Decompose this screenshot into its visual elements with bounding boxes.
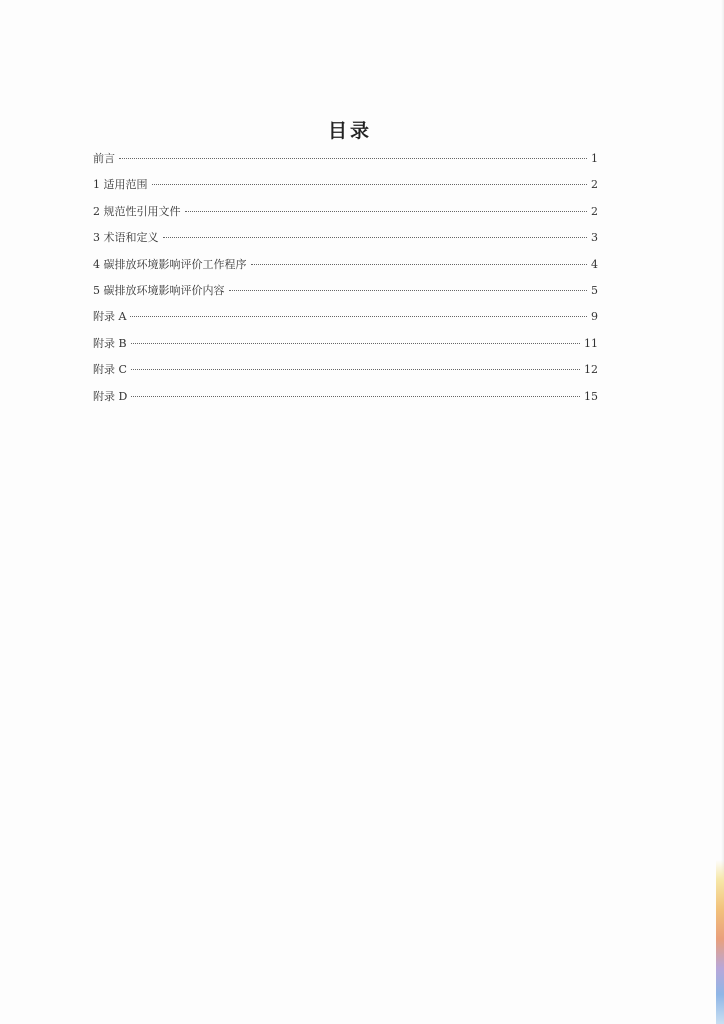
toc-entry-page: 12: [584, 363, 598, 377]
toc-leader-dots: [163, 237, 588, 238]
toc-leader-dots: [251, 264, 588, 265]
toc-entry-label: 附录 C: [93, 363, 127, 377]
toc-leader-dots: [229, 290, 588, 291]
toc-entry-label: 4 碳排放环境影响评价工作程序: [93, 257, 247, 271]
toc-entry-page: 3: [591, 231, 598, 245]
toc-entry-label: 1 适用范围: [93, 178, 148, 192]
toc-entry-label: 附录 B: [93, 336, 127, 350]
toc-leader-dots: [119, 158, 587, 159]
toc-entry[interactable]: [93, 203, 598, 229]
toc-entry-label: 3 术语和定义: [93, 231, 159, 245]
toc-entry-label: 前言: [93, 152, 115, 165]
toc-entry-page: 9: [591, 310, 598, 324]
toc-entry[interactable]: [93, 256, 598, 282]
toc-entry-label: 附录 D: [93, 389, 128, 403]
toc-entry[interactable]: [93, 176, 598, 202]
table-of-contents: [93, 150, 598, 414]
toc-leader-dots: [131, 396, 580, 397]
page-title: 目录: [327, 120, 372, 142]
toc-entry-page: 4: [591, 257, 598, 271]
toc-entry-page: 15: [584, 389, 598, 403]
toc-entry-label: 附录 A: [93, 310, 127, 324]
toc-entry[interactable]: [93, 150, 598, 176]
toc-entry-page: 2: [591, 204, 598, 218]
toc-entry[interactable]: [93, 388, 598, 414]
toc-leader-dots: [131, 343, 580, 344]
scan-edge-color-strip: [716, 860, 724, 1024]
toc-entry-page: 2: [591, 178, 598, 192]
toc-leader-dots: [131, 369, 580, 370]
toc-entry[interactable]: [93, 361, 598, 387]
toc-leader-dots: [130, 316, 587, 317]
toc-entry[interactable]: [93, 229, 598, 255]
toc-leader-dots: [152, 184, 588, 185]
toc-entry-page: 1: [591, 152, 598, 165]
toc-entry-label: 5 碳排放环境影响评价内容: [93, 283, 225, 297]
toc-entry-label: 2 规范性引用文件: [93, 204, 181, 218]
toc-entry-page: 11: [584, 336, 598, 350]
toc-entry-page: 5: [591, 283, 598, 297]
toc-leader-dots: [185, 211, 588, 212]
toc-entry[interactable]: [93, 308, 598, 334]
toc-entry[interactable]: [93, 282, 598, 308]
toc-entry[interactable]: [93, 335, 598, 361]
